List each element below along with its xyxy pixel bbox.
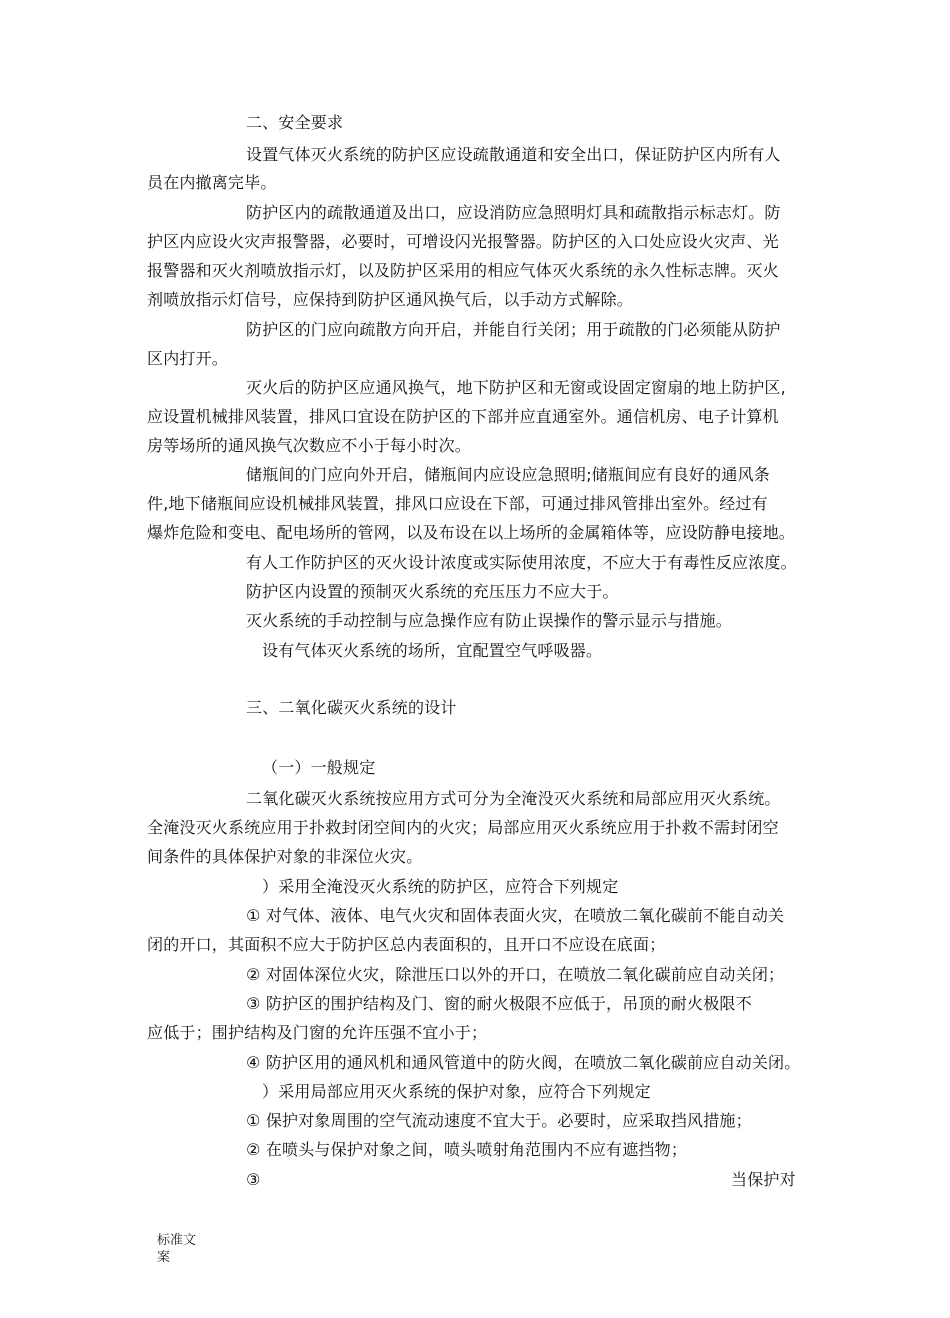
section-heading: 二、安全要求 (246, 113, 344, 132)
footer-line: 案 (157, 1250, 171, 1265)
section-heading: 三、二氧化碳灭火系统的设计 (246, 698, 457, 717)
paragraph-line: 剂喷放指示灯信号，应保持到防护区通风换气后，以手动方式解除。 (147, 290, 634, 309)
list-item: ③ 防护区的围护结构及门、窗的耐火极限不应低于，吊顶的耐火极限不 (246, 994, 752, 1013)
paragraph-line: 护区内应设火灾声报警器，必要时，可增设闪光报警器。防护区的入口处应设火灾声、光 (147, 232, 779, 251)
subsection-heading: （一）一般规定 (262, 758, 376, 777)
paragraph-line: 防护区内设置的预制灭火系统的充压压力不应大于。 (246, 582, 619, 601)
paragraph-line: 设有气体灭火系统的场所，宜配置空气呼吸器。 (262, 641, 603, 660)
list-item: ④ 防护区用的通风机和通风管道中的防火阀，在喷放二氧化碳前应自动关闭。 (246, 1053, 801, 1072)
paragraph-line: 间条件的具体保护对象的非深位火灾。 (147, 847, 423, 866)
paragraph-line: 当保护对 (731, 1170, 796, 1189)
paragraph-line: 二氧化碳灭火系统按应用方式可分为全淹没灭火系统和局部应用灭火系统。 (246, 789, 781, 808)
list-item: ① 对气体、液体、电气火灾和固体表面火灾，在喷放二氧化碳前不能自动关 (246, 906, 785, 925)
paragraph-line: 应设置机械排风装置，排风口宜设在防护区的下部并应直通室外。通信机房、电子计算机 (147, 407, 779, 426)
paragraph-line: 件,地下储瓶间应设机械排风装置，排风口应设在下部，可通过排风管排出室外。经过有 (147, 494, 768, 513)
page-footer (157, 1232, 196, 1266)
paragraph-line: 防护区内的疏散通道及出口，应设消防应急照明灯具和疏散指示标志灯。防 (246, 203, 781, 222)
paragraph-line: 员在内撤离完毕。 (147, 173, 277, 192)
paragraph-line: 报警器和灭火剂喷放指示灯，以及防护区采用的相应气体灭火系统的永久性标志牌。灭火 (147, 261, 779, 280)
footer-line: 标准文 (157, 1233, 197, 1248)
paragraph-line: 灭火系统的手动控制与应急操作应有防止误操作的警示显示与措施。 (246, 611, 733, 630)
paragraph-line: 闭的开口，其面积不应大于防护区总内表面积的，且开口不应设在底面； (147, 935, 666, 954)
list-item: ① 保护对象周围的空气流动速度不宜大于。必要时，应采取挡风措施； (246, 1111, 752, 1130)
paragraph-line: 设置气体灭火系统的防护区应设疏散通道和安全出口，保证防护区内所有人 (246, 145, 781, 164)
list-heading: ）采用局部应用灭火系统的保护对象，应符合下列规定 (262, 1082, 651, 1101)
list-item: ② 对固体深位火灾，除泄压口以外的开口，在喷放二氧化碳前应自动关闭； (246, 965, 785, 984)
list-heading: ）采用全淹没灭火系统的防护区，应符合下列规定 (262, 877, 619, 896)
paragraph-line: 爆炸危险和变电、配电场所的管网，以及布设在以上场所的金属箱体等，应设防静电接地。 (147, 523, 796, 542)
paragraph-line: 灭火后的防护区应通风换气，地下防护区和无窗或设固定窗扇的地上防护区, (246, 378, 786, 397)
list-item: ② 在喷头与保护对象之间，喷头喷射角范围内不应有遮挡物； (246, 1140, 688, 1159)
paragraph-line: 应低于；围护结构及门窗的允许压强不宜小于； (147, 1023, 488, 1042)
list-item-number: ③ (246, 1170, 261, 1189)
paragraph-line: 有人工作防护区的灭火设计浓度或实际使用浓度，不应大于有毒性反应浓度。 (246, 553, 797, 572)
paragraph-line: 房等场所的通风换气次数应不小于每小时次。 (147, 436, 472, 455)
paragraph-line: 全淹没灭火系统应用于扑救封闭空间内的火灾；局部应用灭火系统应用于扑救不需封闭空 (147, 818, 779, 837)
paragraph-line: 储瓶间的门应向外开启，储瓶间内应设应急照明;储瓶间应有良好的通风条 (246, 465, 770, 484)
paragraph-line: 区内打开。 (147, 349, 229, 368)
paragraph-line: 防护区的门应向疏散方向开启，并能自行关闭；用于疏散的门必须能从防护 (246, 320, 781, 339)
